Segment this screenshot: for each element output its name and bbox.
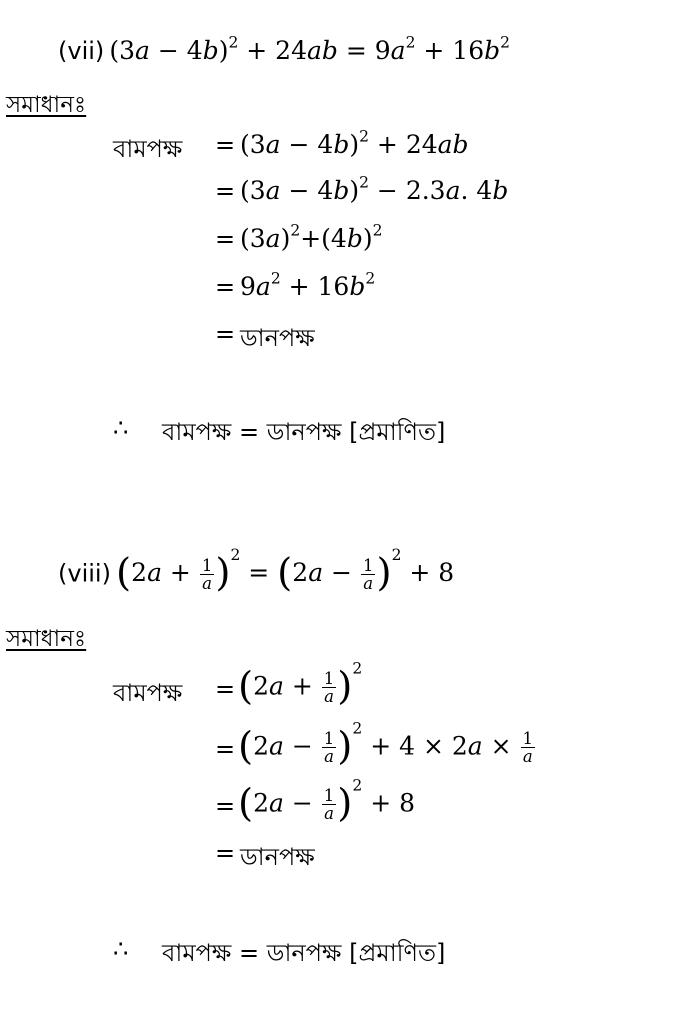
problem-7-solution-heading: সমাধানঃ bbox=[6, 92, 87, 118]
problem-8-equation: (2a + $\frac{1}{a}$ )$^2$ = (2a − $\frac{1}{a}$ )$^2$ + 8 bbox=[116, 546, 455, 596]
problem-7-label: (vii) bbox=[58, 37, 105, 65]
problem-7-lhs-label: বামপক্ষ bbox=[113, 135, 183, 163]
problem-8-conclusion bbox=[162, 935, 445, 975]
problem-7-step-3: $(3a)^2+(4b)^2$ bbox=[240, 221, 383, 253]
problem-8-eq-2: = bbox=[215, 735, 236, 763]
problem-7-conclusion-eq: = bbox=[239, 418, 260, 446]
problem-8-rhs-label: ডানপক্ষ bbox=[240, 843, 315, 871]
problem-8-proved: [প্রমাণিত] bbox=[349, 939, 446, 967]
problem-8-step-2: (2a − $\frac{1}{a}$ )$^2$ + 4 × 2a × $\frac{1}{a}$ bbox=[238, 719, 534, 769]
problem-7-statement bbox=[58, 33, 510, 65]
problem-7-eq-5: = bbox=[215, 320, 236, 348]
problem-7-eq-3: = bbox=[215, 225, 236, 253]
problem-8-conclusion-eq: = bbox=[239, 939, 260, 967]
problem-7-step-1: $(3a - 4b)^2 + 24ab$ bbox=[240, 127, 469, 159]
problem-7-equation: $(3a - 4b)^2 + 24ab = 9a^2 + 16b^2$ bbox=[109, 33, 510, 65]
problem-7-conclusion-lhs: বামপক্ষ bbox=[162, 418, 232, 446]
problem-8-eq-3: = bbox=[215, 792, 236, 820]
problem-7-rhs-label: ডানপক্ষ bbox=[240, 324, 315, 352]
problem-8-therefore-symbol: ∴ bbox=[113, 935, 129, 963]
problem-8-conclusion-lhs: বামপক্ষ bbox=[162, 939, 232, 967]
problem-8-step-3: (2a − $\frac{1}{a}$ )$^2$ + 8 bbox=[238, 776, 416, 826]
problem-7-conclusion-rhs: ডানপক্ষ bbox=[266, 418, 342, 446]
problem-7-eq-4: = bbox=[215, 273, 236, 301]
problem-7-therefore-symbol: ∴ bbox=[113, 414, 129, 442]
problem-7-proved: [প্রমাণিত] bbox=[349, 418, 446, 446]
problem-8-eq-1: = bbox=[215, 675, 236, 703]
problem-8-conclusion-rhs: ডানপক্ষ bbox=[266, 939, 342, 967]
problem-8-statement bbox=[58, 546, 455, 596]
problem-7-step-2: $(3a - 4b)^2 - 2.3a$. 4b bbox=[240, 173, 509, 205]
problem-8-label: (viii) bbox=[58, 559, 111, 588]
problem-8-eq-4: = bbox=[215, 839, 236, 867]
problem-8-solution-heading: সমাধানঃ bbox=[6, 626, 87, 652]
problem-7-eq-2: = bbox=[215, 177, 236, 205]
problem-8-step-1: (2a + $\frac{1}{a}$ )$^2$ bbox=[238, 659, 363, 709]
problem-7-eq-1: = bbox=[215, 131, 236, 159]
problem-7-conclusion bbox=[162, 414, 445, 454]
problem-7-step-4: $9a^2 + 16b^2$ bbox=[240, 269, 376, 301]
problem-8-lhs-label: বামপক্ষ bbox=[113, 679, 183, 707]
